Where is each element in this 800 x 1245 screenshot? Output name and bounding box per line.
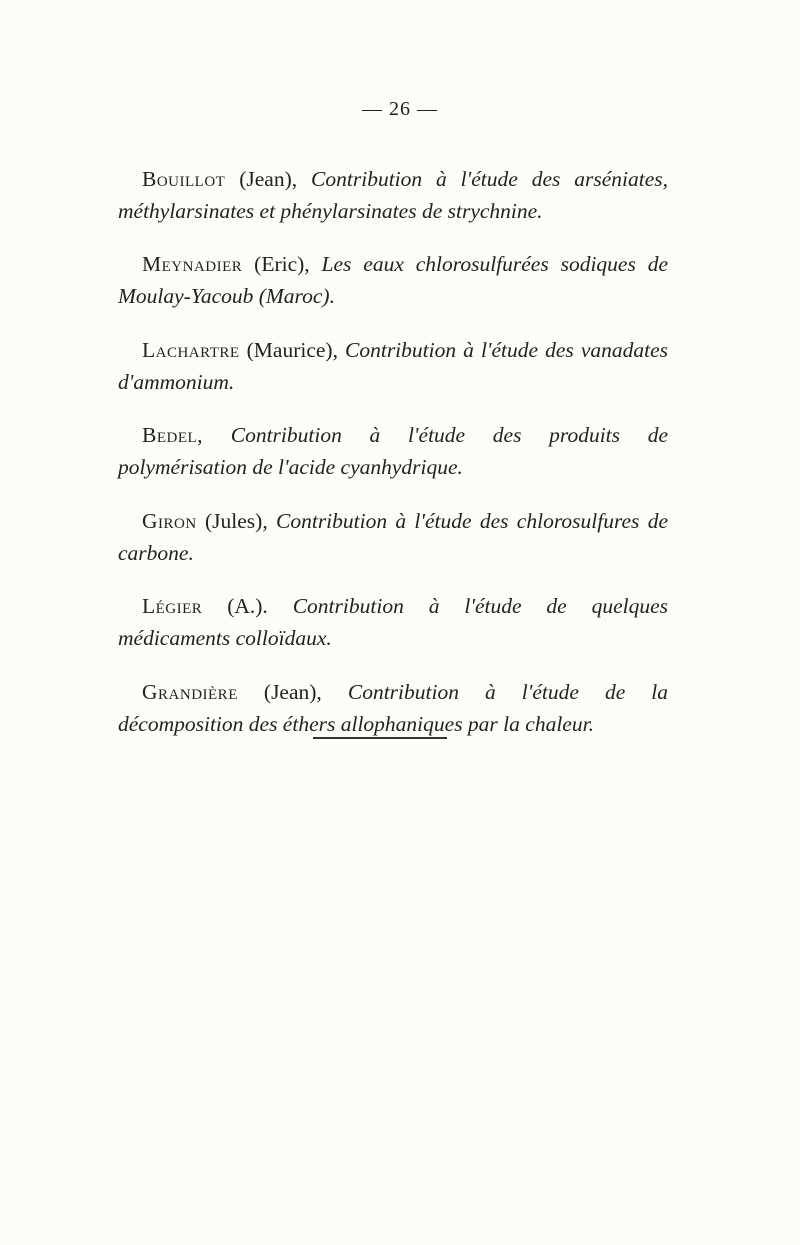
entry-title: Contribution à l'étude des chlorosulfures de carbone. [118, 508, 669, 565]
entry-author: Meynadier [142, 252, 243, 276]
separator-rule [313, 737, 447, 739]
entry-title: Les eaux chlorosulfurées sodiques de Moulay-Yacoub (Maroc). [118, 252, 668, 308]
entry-given-name: (Maurice), [246, 337, 338, 362]
entry-given-name: (Jean), [239, 166, 298, 191]
list-item [118, 505, 668, 569]
entry-author: Giron [142, 508, 197, 533]
entry-given-name: (Jules), [205, 508, 268, 533]
list-item [118, 590, 668, 654]
entry-given-name: (Eric), [254, 252, 310, 276]
entry-title: Contribution à l'étude des vanadates d'ammonium. [118, 337, 668, 394]
entry-title: Contribution à l'étude de quelques médicaments colloïdaux. [118, 594, 669, 650]
entry-given-name: (A.). [227, 594, 268, 618]
entry-author: Lachartre [142, 337, 240, 362]
thesis-list [118, 141, 668, 742]
entry-title: Contribution à l'étude de la décomposition des éthers allophaniques par la chaleur. [118, 679, 669, 736]
entry-author: Grandière [142, 679, 238, 704]
entry-title: Contribution à l'étude des arséniates, méthylarsinates et phénylarsinates de strychnine. [118, 166, 669, 223]
entry-title: Contribution à l'étude des produits de polymérisation de l'acide cyanhydrique. [118, 423, 668, 479]
list-item [118, 676, 668, 740]
entry-given-name: (Jean), [263, 679, 322, 704]
list-item [118, 419, 668, 483]
entry-author: Bedel, [142, 423, 204, 447]
list-item [118, 334, 668, 398]
list-item [118, 248, 668, 312]
entry-author: Bouillot [142, 166, 226, 191]
list-item [118, 163, 668, 227]
page-number: — 26 — [362, 98, 438, 120]
entry-author: Légier [142, 594, 203, 618]
